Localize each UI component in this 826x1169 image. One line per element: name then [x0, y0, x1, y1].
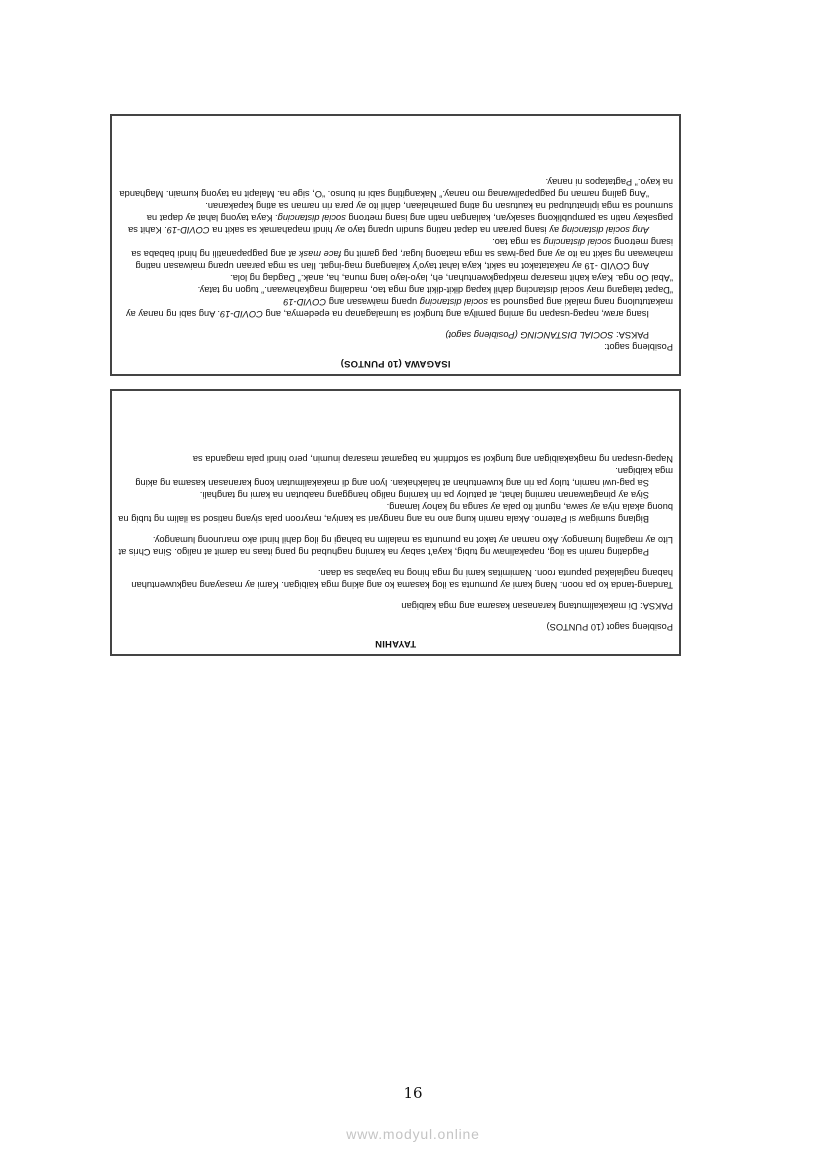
text-segment: at ang pagpapanatili ng hindi bababa sa isang metrong	[131, 237, 673, 259]
tayahin-paragraph-2: Pagdating namin sa ilog, napakalinaw ng tubig, kaya't sabay na kaming naghubad ng pang itaas na damit at naligo. Sina Chris at Lito ay magaling lumangoy. Ako naman ay takot na pumunta sa malalim na bahagi ng ilog dahil hindi ako marunong lumangoy.	[118, 535, 673, 557]
text-segment: Isang araw, napag-usapan ng aming pamilya ang tungkol sa lumalaganap na epedemya, ang	[262, 309, 649, 319]
text-segment: “Dapat talagang may social distancing dahil kapag dikit-dikit ang mga tao, madaling magkahawaan.” tugon ng tatay.	[197, 285, 673, 295]
text-segment: PAKSA:	[613, 330, 649, 340]
tayahin-paragraph-3: Biglang sumigaw si Paterno. Akala namin kung ano na ang nangyari sa kaniya, mayroon pala siyang natisod sa ilalim ng tubig na buong akala niya ay sawa, ngunit ito pala ay sanga ng kahoy lamang.	[118, 502, 673, 524]
text-segment: “Ang galing naman ng pagpapaliwanag mo nanay.” Nakangiting sabi ni bunso. “O, sige na. Malapit na tayong kumain. Maghanda na kayo.” Pagtatapos ni nanay.	[119, 177, 673, 199]
italic-text: face mask	[298, 249, 342, 259]
isagawa-answer-box	[110, 114, 681, 376]
text-segment: Ang COVID -19 ay nakatatakot na sakit, kaya lahat tayo'y kailangang mag-ingat. Ilan sa mga paraan upang maiwasan nating mahawaan ng sakit na ito ay ang pag-iwas sa mga mataong lugar, pag gamit ng	[135, 249, 673, 271]
isagawa-paragraph-2	[118, 284, 673, 296]
page-number: 16	[403, 1084, 423, 1102]
tayahin-paksa: PAKSA: Di makakalimutang karanasan kasama ang mga kaibigan	[401, 601, 673, 611]
text-segment: . Kahit sa pagsakay natin sa pampublikong sasakyan, kailangan natin ang isang metrong	[128, 213, 673, 235]
italic-text: COVID-19	[166, 225, 210, 235]
text-segment	[518, 330, 521, 340]
isagawa-title: ISAGAWA (10 PUNTOS)	[340, 358, 451, 369]
tayahin-paragraph-4: Siya ay pinagtawanan naming lahat, at patuloy pa rin kaming naligo hanggang naabutan na kami ng tanghali.	[199, 490, 649, 500]
isagawa-label: Posibleng sagot:	[604, 342, 673, 352]
text-segment: upang maiwasan ang	[326, 297, 420, 307]
isagawa-paragraph-6	[118, 176, 673, 200]
tayahin-paragraph-5: Sa pag-uwi namin, tuloy pa rin ang kuwentuhan at halakhakan. Iyon ang di makakalimutan kong karanasan kasama ng aking mga kaibigan.	[135, 466, 673, 488]
text-segment: . Ang sabi ng nanay ay makatutulong nang malaki ang pagsunod sa	[125, 297, 673, 319]
tayahin-answer-box	[110, 389, 681, 656]
tayahin-paragraph-6: Napag-usapan ng magkakaibigan ang tungkol sa softdrink na bagamat masarap inumin, pero hindi pala maganda sa	[192, 454, 673, 464]
isagawa-paragraph-3	[118, 272, 673, 284]
tayahin-title: TAYAHIN	[374, 638, 417, 649]
text-segment: . Kaya tayong lahat ay dapat na sumunod sa mga ipinatutupad na kautusan ng ating pamahalaan, dahil ito ay para rin naman sa ating kapakanan.	[146, 201, 673, 223]
text-segment: ay isang paraan na dapat nating sundin upang tayo ay hindi mapahamak sa sakit na	[209, 225, 562, 235]
italic-text: (Posibleng sagot)	[445, 330, 518, 340]
text-segment: “Abal Oo nga. Kaya kahit masarap makipagkwentuhan, eh, layo-layo lang muna, ha, anak.” Dagdag ng lola.	[230, 273, 673, 283]
italic-text: social distancing	[277, 213, 346, 223]
italic-text: Ang social distancing	[561, 225, 649, 235]
italic-text: COVID-19	[220, 309, 263, 319]
italic-text: SOCIAL DISTANCING	[520, 330, 614, 340]
italic-text: social distancing	[543, 237, 612, 247]
isagawa-paragraph-4	[118, 236, 673, 272]
isagawa-paksa	[118, 329, 673, 341]
italic-text: COVID-19	[283, 297, 327, 307]
isagawa-paragraph-1	[118, 296, 673, 320]
tayahin-label: Posibleng sagot (10 PUNTOS)	[546, 622, 673, 632]
isagawa-paragraph-5	[118, 200, 673, 236]
watermark: www.modyul.online	[346, 1126, 480, 1142]
tayahin-paragraph-1: Tandang-tanda ko pa noon. Nang kami ay pumunta sa ilog kasama ko ang aking mga kaibigan. Kami ay masayang nagkuwentuhan habang naglalakad papunta roon. Namimitas kami ng mga hinog na bayabas sa daan.	[131, 568, 673, 590]
text-segment: sa mga tao.	[492, 237, 544, 247]
italic-text: social distancing	[419, 297, 488, 307]
